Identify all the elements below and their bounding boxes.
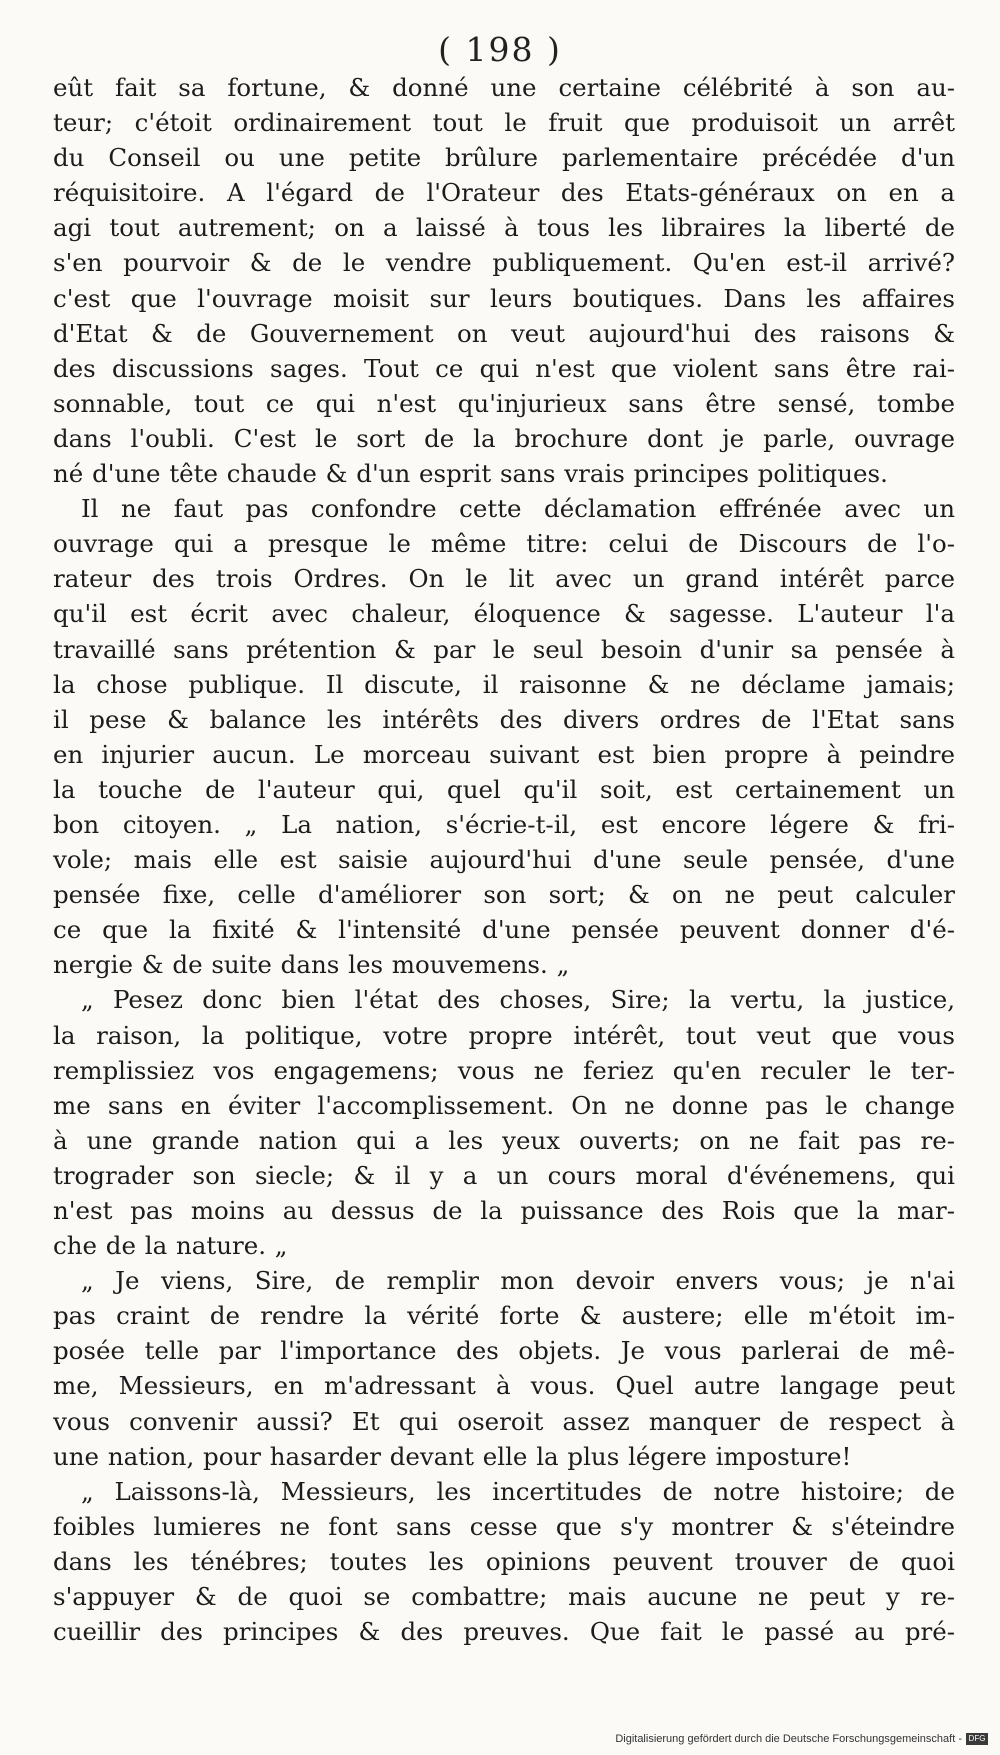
text-line: né d'une tête chaude & d'un esprit sans vrais principes politiques. bbox=[53, 459, 888, 489]
text-line: teur; c'étoit ordinairement tout le fruit que produisoit un arrêt bbox=[53, 108, 955, 138]
text-line: vous convenir aussi? Et qui oseroit assez manquer de respect à bbox=[53, 1406, 955, 1436]
text-line: che de la nature. „ bbox=[53, 1231, 288, 1261]
page-number: ( 198 ) bbox=[438, 30, 562, 69]
text-line: rateur des trois Ordres. On le lit avec un grand intérêt parce bbox=[53, 564, 955, 594]
text-line: „ Laissons-là, Messieurs, les incertitudes de notre histoire; de bbox=[81, 1476, 955, 1506]
text-line: du Conseil ou une petite brûlure parlementaire précédée d'un bbox=[53, 143, 955, 173]
text-line: pas craint de rendre la vérité forte & austere; elle m'étoit im- bbox=[53, 1301, 955, 1331]
text-line: des discussions sages. Tout ce qui n'est que violent sans être rai- bbox=[53, 353, 955, 383]
text-line: Il ne faut pas confondre cette déclamation effrénée avec un bbox=[81, 494, 955, 524]
text-line: „ Pesez donc bien l'état des choses, Sire; la vertu, la justice, bbox=[81, 985, 955, 1015]
text-line: la chose publique. Il discute, il raisonne & ne déclame jamais; bbox=[53, 669, 955, 699]
text-line: me, Messieurs, en m'adressant à vous. Quel autre langage peut bbox=[53, 1371, 955, 1401]
text-line: n'est pas moins au dessus de la puissance des Rois que la mar- bbox=[53, 1196, 955, 1225]
text-line: foibles lumieres ne font sans cesse que s'y montrer & s'éteindre bbox=[53, 1511, 955, 1541]
text-line: trograder son siecle; & il y a un cours moral d'événemens, qui bbox=[53, 1160, 955, 1190]
text-line: cueillir des principes & des preuves. Que fait le passé au pré- bbox=[53, 1617, 955, 1647]
text-line: en injurier aucun. Le morceau suivant est bien propre à peindre bbox=[53, 739, 955, 769]
text-line: sonnable, tout ce qui n'est qu'injurieux sans être sensé, tombe bbox=[53, 388, 955, 418]
digitization-footer bbox=[615, 1733, 988, 1745]
text-line: „ Je viens, Sire, de remplir mon devoir envers vous; je n'ai bbox=[81, 1266, 955, 1296]
text-line: qu'il est écrit avec chaleur, éloquence & sagesse. L'auteur l'a bbox=[53, 599, 955, 629]
text-line: posée telle par l'importance des objets. Je vous parlerai de mê- bbox=[53, 1336, 955, 1366]
text-line: ouvrage qui a presque le même titre: celui de Discours de l'o- bbox=[53, 529, 955, 559]
text-line: eût fait sa fortune, & donné une certaine célébrité à son au- bbox=[53, 73, 955, 102]
text-line: la raison, la politique, votre propre intérêt, tout veut que vous bbox=[53, 1020, 955, 1050]
text-line: travaillé sans prétention & par le seul besoin d'unir sa pensée à bbox=[53, 634, 955, 664]
text-line: s'appuyer & de quoi se combattre; mais aucune ne peut y re- bbox=[53, 1582, 955, 1612]
text-line: vole; mais elle est saisie aujourd'hui d'une seule pensée, d'une bbox=[53, 845, 955, 875]
dfg-logo-icon: DFG bbox=[966, 1733, 988, 1745]
text-line: pensée fixe, celle d'améliorer son sort; & on ne peut calculer bbox=[53, 880, 955, 910]
text-line: ce que la fixité & l'intensité d'une pensée peuvent donner d'é- bbox=[53, 915, 955, 945]
text-line: dans les ténébres; toutes les opinions peuvent trouver de quoi bbox=[53, 1546, 955, 1576]
text-line: me sans en éviter l'accomplissement. On ne donne pas le change bbox=[53, 1090, 955, 1120]
text-line: nergie & de suite dans les mouvemens. „ bbox=[53, 950, 570, 980]
text-line: la touche de l'auteur qui, quel qu'il soit, est certainement un bbox=[53, 774, 955, 804]
text-line: c'est que l'ouvrage moisit sur leurs boutiques. Dans les affaires bbox=[53, 283, 955, 313]
text-line: bon citoyen. „ La nation, s'écrie-t-il, est encore légere & fri- bbox=[53, 809, 955, 839]
text-line: remplissiez vos engagemens; vous ne feriez qu'en reculer le ter- bbox=[53, 1055, 955, 1085]
text-line: il pese & balance les intérêts des divers ordres de l'Etat sans bbox=[53, 704, 955, 734]
text-line: à une grande nation qui a les yeux ouverts; on ne fait pas re- bbox=[53, 1125, 955, 1155]
text-line: dans l'oubli. C'est le sort de la brochure dont je parle, ouvrage bbox=[53, 423, 955, 453]
body-text bbox=[53, 70, 955, 1649]
text-line: agi tout autrement; on a laissé à tous les libraires la liberté de bbox=[53, 213, 955, 243]
text-line: d'Etat & de Gouvernement on veut aujourd'hui des raisons & bbox=[53, 318, 955, 348]
text-line: s'en pourvoir & de le vendre publiquement. Qu'en est-il arrivé? bbox=[53, 248, 955, 278]
footer-credit: Digitalisierung gefördert durch die Deutsche Forschungsgemeinschaft - bbox=[615, 1733, 962, 1745]
text-line: réquisitoire. A l'égard de l'Orateur des Etats-généraux on en a bbox=[53, 178, 955, 208]
text-line: une nation, pour hasarder devant elle la plus légere imposture! bbox=[53, 1441, 852, 1471]
